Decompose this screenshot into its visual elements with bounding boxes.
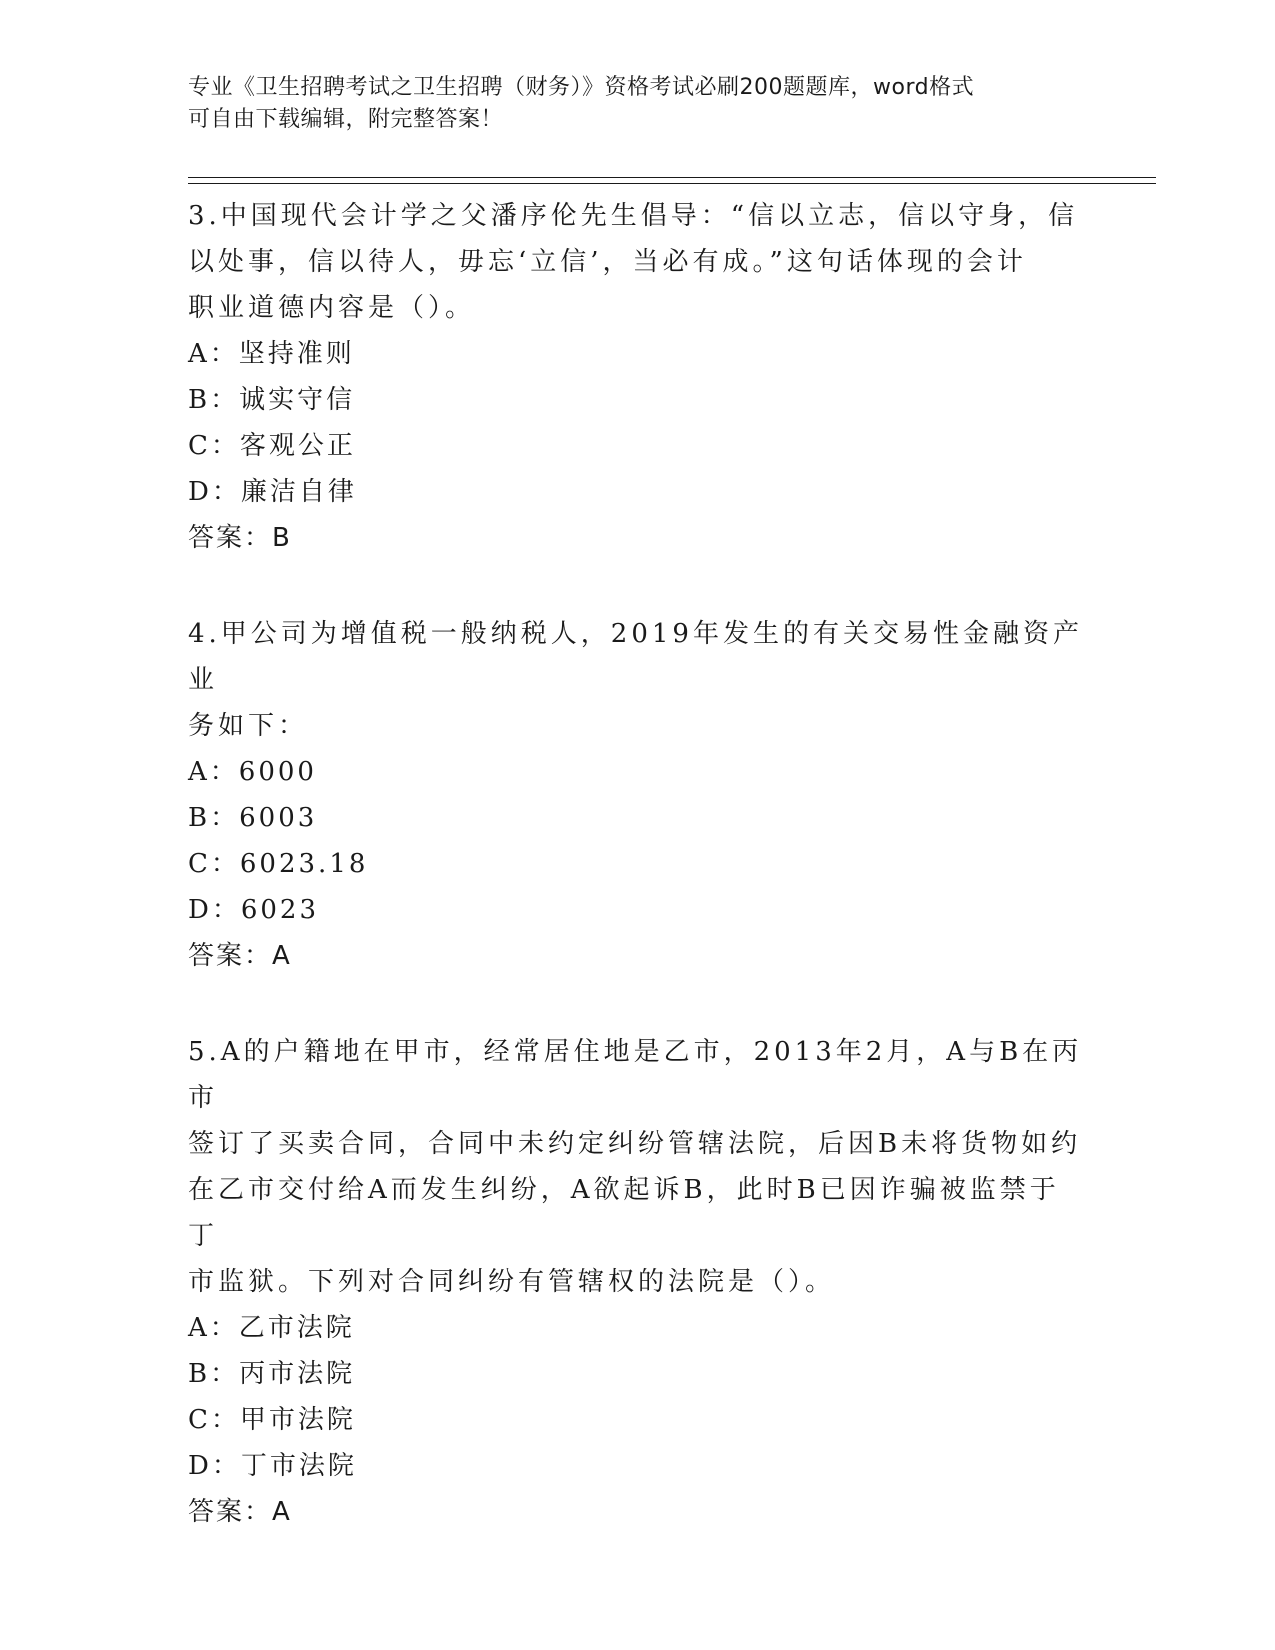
answer: 答案：A [188,941,292,971]
question-text-line: 在乙市交付给A而发生纠纷，A欲起诉B，此时B已因诈骗被监禁于丁 [188,1175,1060,1251]
option-d: D：6023 [188,895,320,925]
header-line-2: 可自由下载编辑，附完整答案！ [188,107,504,132]
question-text-line: 签订了买卖合同，合同中未约定纠纷管辖法院，后因B未将货物如约 [188,1129,1082,1159]
option-b: B：丙市法院 [188,1359,356,1389]
question-4 [188,611,1088,979]
question-text-line: 4.甲公司为增值税一般纳税人，2019年发生的有关交易性金融资产业 [188,619,1083,695]
option-a: A：坚持准则 [188,339,355,369]
header-divider-bottom [188,183,1156,184]
header-line-1: 专业《卫生招聘考试之卫生招聘（财务）》资格考试必刷200题题库，word格式 [188,75,975,100]
question-5 [188,1029,1088,1535]
option-c: C：甲市法院 [188,1405,356,1435]
question-text-line: 3.中国现代会计学之父潘序伦先生倡导：“信以立志，信以守身，信 [188,201,1079,231]
option-d: D：丁市法院 [188,1451,357,1481]
answer: 答案：B [188,523,292,553]
question-text-line: 市监狱。下列对合同纠纷有管辖权的法院是（）。 [188,1267,836,1297]
option-a: A：乙市法院 [188,1313,355,1343]
question-text-line: 5.A的户籍地在甲市，经常居住地是乙市，2013年2月，A与B在丙市 [188,1037,1083,1113]
question-list [188,193,1088,1585]
option-c: C：6023.18 [188,849,369,879]
question-3 [188,193,1088,561]
option-b: B：诚实守信 [188,385,356,415]
option-c: C：客观公正 [188,431,356,461]
option-b: B：6003 [188,803,318,833]
question-text-line: 以处事，信以待人，毋忘‘立信’，当必有成。”这句话体现的会计 [188,247,1027,277]
option-d: D：廉洁自律 [188,477,357,507]
question-text-line: 务如下： [188,711,309,741]
document-header [188,72,1088,136]
header-divider-top [188,177,1156,178]
option-a: A：6000 [188,757,317,787]
question-text-line: 职业道德内容是（）。 [188,293,476,323]
answer: 答案：A [188,1497,292,1527]
